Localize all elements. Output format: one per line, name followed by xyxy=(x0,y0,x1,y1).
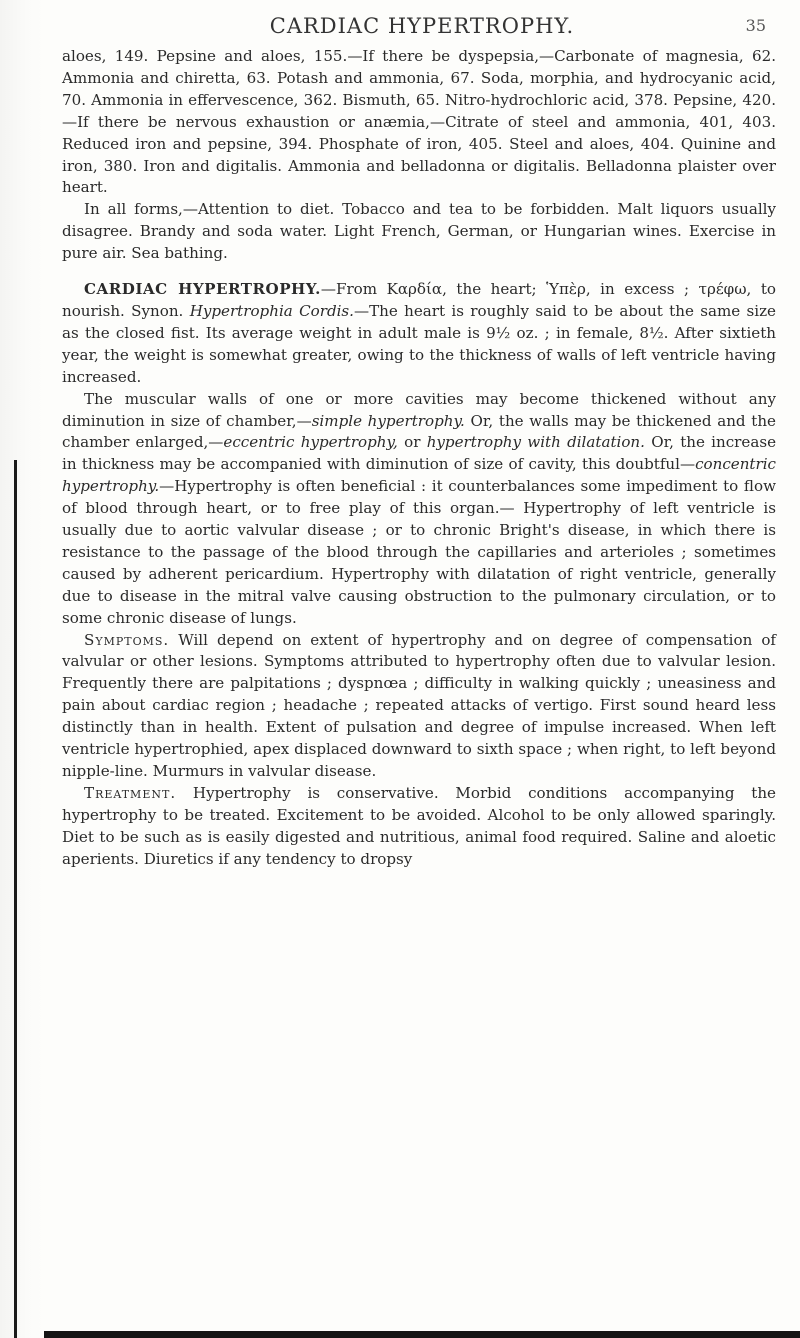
simple-hypertrophy-term: simple hypertrophy. xyxy=(311,411,465,430)
binding-edge-line xyxy=(14,460,17,1338)
types-text-a: The muscular walls of one or more cavities may become thickened without any diminution in size of chamber,— xyxy=(62,389,776,430)
paragraph-general-measures: In all forms,—Attention to diet. Tobacco and tea to be forbidden. Malt liquors usually disagree. Brandy and soda water. Light French, German, or Hungarian wines. Exercise in pure air. Sea bathing. xyxy=(62,200,776,263)
concentric-hypertrophy-term: concentric hypertrophy. xyxy=(62,455,776,496)
page-header xyxy=(44,0,800,44)
paragraph-types xyxy=(62,389,776,630)
paragraph-prescriptions: aloes, 149. Pepsine and aloes, 155.—If there be dyspepsia,—Carbonate of magnesia, 62. Ammonia and chiretta, 63. Potash and ammonia, 67. Soda, morphia, and hydrocyanic acid, 70. Ammonia in effervescence, 362. Bismuth, 65. Nitro-hydrochloric acid, 378. Pepsine, 420.—If there be nervous exhaustion or anæmia,—Citrate of steel and ammonia, 401, 403. Reduced iron and pepsine, 394. Phosphate of iron, 405. Steel and aloes, 404. Quinine and iron, 380. Iron and digitalis. Ammonia and belladonna or digitalis. Belladonna plaister over heart. xyxy=(62,47,776,197)
eccentric-hypertrophy-term: eccentric hypertrophy, xyxy=(223,433,398,452)
page-number: 35 xyxy=(745,16,766,35)
dilatation-term: hypertrophy with dilatation. xyxy=(426,433,645,452)
paragraph-definition xyxy=(62,279,776,389)
types-text-d: Or, the increase in thickness may be accompanied with diminution of size of cavity, this doubtful— xyxy=(62,433,777,474)
running-head: CARDIAC HYPERTROPHY. xyxy=(269,14,575,38)
types-text-c: or xyxy=(397,433,427,452)
definition-text: —The heart is roughly said to be about the same size as the closed fist. Its average weight in adult male is 9½ oz. ; in female, 8½. After sixtieth year, the weight is somewhat greater, owing to the thickness of walls of left ventricle having increased. xyxy=(62,301,776,386)
symptoms-heading: Symptoms. xyxy=(84,630,170,649)
entry-heading: CARDIAC HYPERTROPHY. xyxy=(84,280,321,299)
types-text-b: Or, the walls may be thickened and the chamber enlarged,— xyxy=(62,411,776,452)
paragraph-symptoms xyxy=(62,630,776,783)
etymology-text: —From Καρδία, the heart; Ὑπὲρ, in excess ; τρέφω, to nourish. Synon. xyxy=(62,280,776,320)
symptoms-text: Will depend on extent of hypertrophy and on degree of compensation of valvular or other lesions. Symptoms attributed to hypertrophy often due to valvular lesion. Frequently there are palpitations ; dyspnœa ; difficulty in walking quickly ; uneasiness and pain about cardiac region ; headache ; repeated attacks of vertigo. First sound heard less distinctly than in health. Extent of pulsation and degree of impulse increased. When left ventricle hypertrophied, apex displaced downward to sixth space ; when right, to left beyond nipple-line. Murmurs in valvular disease. xyxy=(62,630,776,780)
treatment-heading: Treatment. xyxy=(84,783,177,802)
page-body xyxy=(62,46,776,871)
types-text-e: —Hypertrophy is often beneficial : it counterbalances some impediment to flow of blood through heart, or to free play of this organ.— Hypertrophy of left ventricle is usually due to aortic valvular disease ; or to chronic Bright's disease, in which there is resistance to the passage of the blood through the capillaries and arterioles ; sometimes caused by adherent pericardium. Hypertrophy with dilatation of right ventricle, generally due to disease in the mitral valve causing obstruction to the pulmonary circulation, or to some chronic disease of lungs. xyxy=(62,477,776,627)
treatment-text: Hypertrophy is conservative. Morbid conditions accompanying the hypertrophy to be treated. Excitement to be avoided. Alcohol to be only allowed sparingly. Diet to be such as is easily digested and nutritious, animal food required. Saline and aloetic aperients. Diuretics if any tendency to dropsy xyxy=(62,783,776,868)
page-gutter xyxy=(0,0,44,1338)
page-bottom-edge xyxy=(44,1331,800,1338)
paragraph-treatment xyxy=(62,783,776,871)
synonym-term: Hypertrophia Cordis. xyxy=(189,301,354,320)
